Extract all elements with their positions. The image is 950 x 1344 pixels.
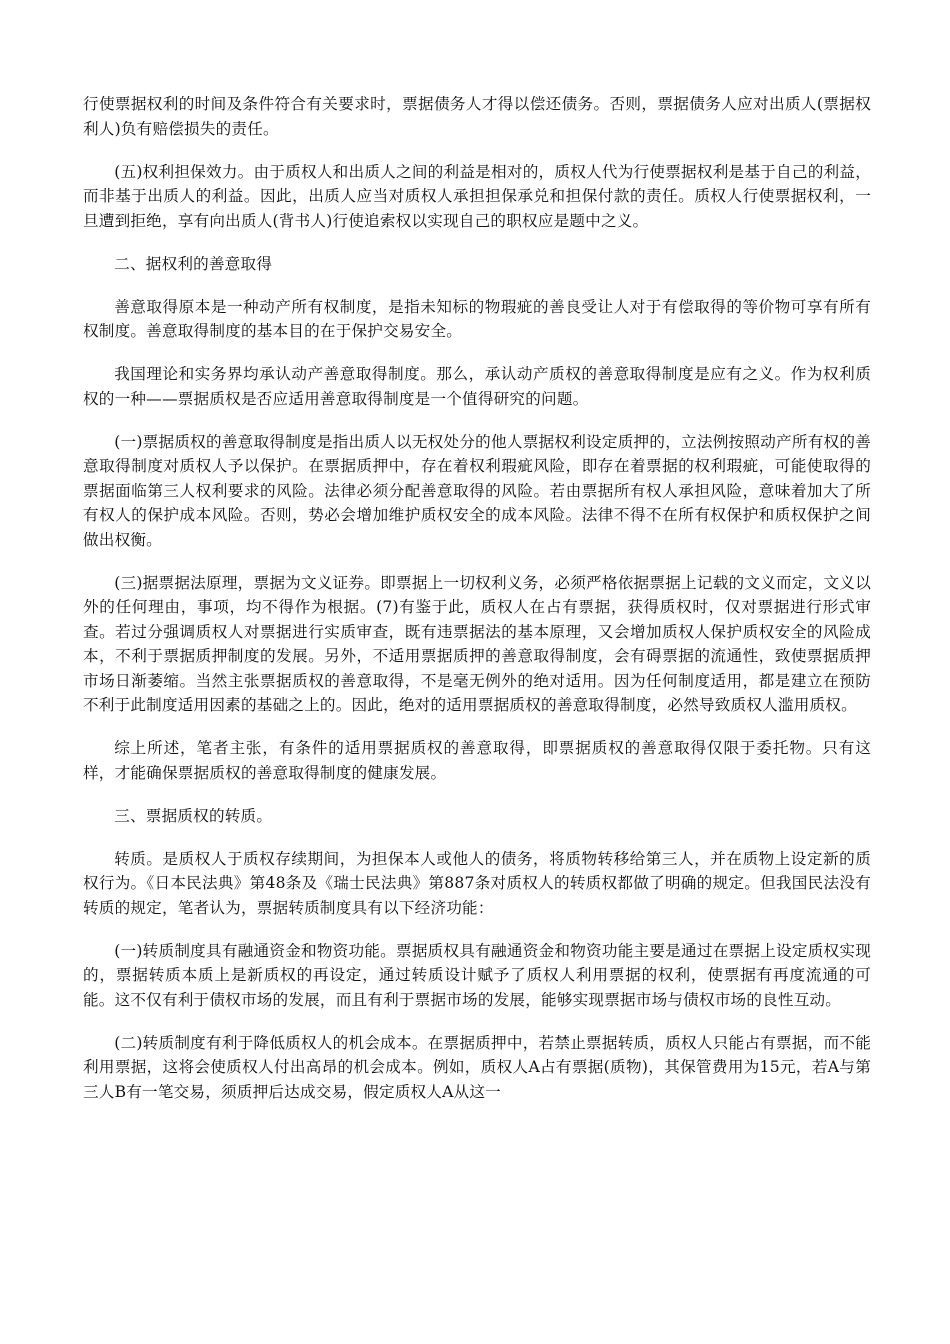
paragraph-continuation: 行使票据权利的时间及条件符合有关要求时，票据债务人才得以偿还债务。否则，票据债务人应对出质人(票据权利人)负有赔偿损失的责任。 xyxy=(83,95,871,138)
paragraph-financing-function: (一)转质制度具有融通资金和物资功能。票据质权具有融通资金和物资功能主要是通过在票据上设定质权实现的，票据转质本质上是新质权的再设定，通过转质设计赋予了质权人利用票据的权利，使票据有再度流通的可能。这不仅有利于债权市场的发展，而且有利于票据市场的发展，能够实现票据市场与债权市场的良性互动。 xyxy=(83,941,871,1009)
paragraph-bill-pledge-good-faith: (一)票据质权的善意取得制度是指出质人以无权处分的他人票据权利设定质押的，立法例按照动产所有权的善意取得制度对质权人予以保护。在票据质押中，存在着权利瑕疵风险，即存在着票据的权利瑕疵，可能使取得的票据面临第三人权利要求的风险。法律必须分配善意取得的风险。若由票据所有权人承担风险，意味着加大了所有权人的保护成本风险。否则，势必会增加维护质权安全的成本风险。法律不得不在所有权保护和质权保护之间做出权衡。 xyxy=(83,432,871,549)
paragraph-opportunity-cost: (二)转质制度有利于降低质权人的机会成本。在票据质押中，若禁止票据转质，质权人只能占有票据，而不能利用票据，这将会使质权人付出高昂的机会成本。例如，质权人A占有票据(质物)，其保管费用为15元，若A与第三人B有一笔交易，须质押后达成交易，假定质权人A从这一 xyxy=(83,1033,871,1101)
paragraph-good-faith-definition: 善意取得原本是一种动产所有权制度，是指未知标的物瑕疵的善良受让人对于有偿取得的等价物可享有所有权制度。善意取得制度的基本目的在于保护交易安全。 xyxy=(83,297,871,340)
paragraph-literal-securities: (三)据票据法原理，票据为文义证券。即票据上一切权利义务，必须严格依据票据上记载的文义而定，文义以外的任何理由，事项，均不得作为根据。(7)有鉴于此，质权人在占有票据，获得质权时，仅对票据进行形式审查。若过分强调质权人对票据进行实质审查，既有违票据法的基本原理，又会增加质权人保护质权安全的风险成本，不利于票据质押制度的发展。另外，不适用票据质押的善意取得制度，会有碍票据的流通性，致使票据质押市场日渐萎缩。当然主张票据质权的善意取得，不是毫无例外的绝对适用。因为任何制度适用，都是建立在预防不利于此制度适用因素的基础之上的。因此，绝对的适用票据质权的善意取得制度，必然导致质权人滥用质权。 xyxy=(83,573,871,714)
section-heading-good-faith: 二、据权利的善意取得 xyxy=(114,254,273,273)
paragraph-rights-guarantee: (五)权利担保效力。由于质权人和出质人之间的利益是相对的，质权人代为行使票据权利是基于自己的利益，而非基于出质人的利益。因此，出质人应当对质权人承担担保承兑和担保付款的责任。质权人行使票据权利，一旦遭到拒绝，享有向出质人(背书人)行使追索权以实现自己的职权应是题中之义。 xyxy=(83,162,871,230)
paragraph-re-pledge-definition: 转质。是质权人于质权存续期间，为担保本人或他人的债务，将质物转移给第三人，并在质物上设定新的质权行为。《日本民法典》第48条及《瑞士民法典》第887条对质权人的转质权都做了明确的规定。但我国民法没有转质的规定，笔者认为，票据转质制度具有以下经济功能： xyxy=(83,849,871,917)
paragraph-summary: 综上所述，笔者主张，有条件的适用票据质权的善意取得，即票据质权的善意取得仅限于委托物。只有这样，才能确保票据质权的善意取得制度的健康发展。 xyxy=(83,739,871,782)
section-heading-re-pledge: 三、票据质权的转质。 xyxy=(114,806,273,825)
document-page xyxy=(83,92,871,1123)
paragraph-theory-practice: 我国理论和实务界均承认动产善意取得制度。那么，承认动产质权的善意取得制度是应有之义。作为权利质权的一种——票据质权是否应适用善意取得制度是一个值得研究的问题。 xyxy=(83,365,871,408)
